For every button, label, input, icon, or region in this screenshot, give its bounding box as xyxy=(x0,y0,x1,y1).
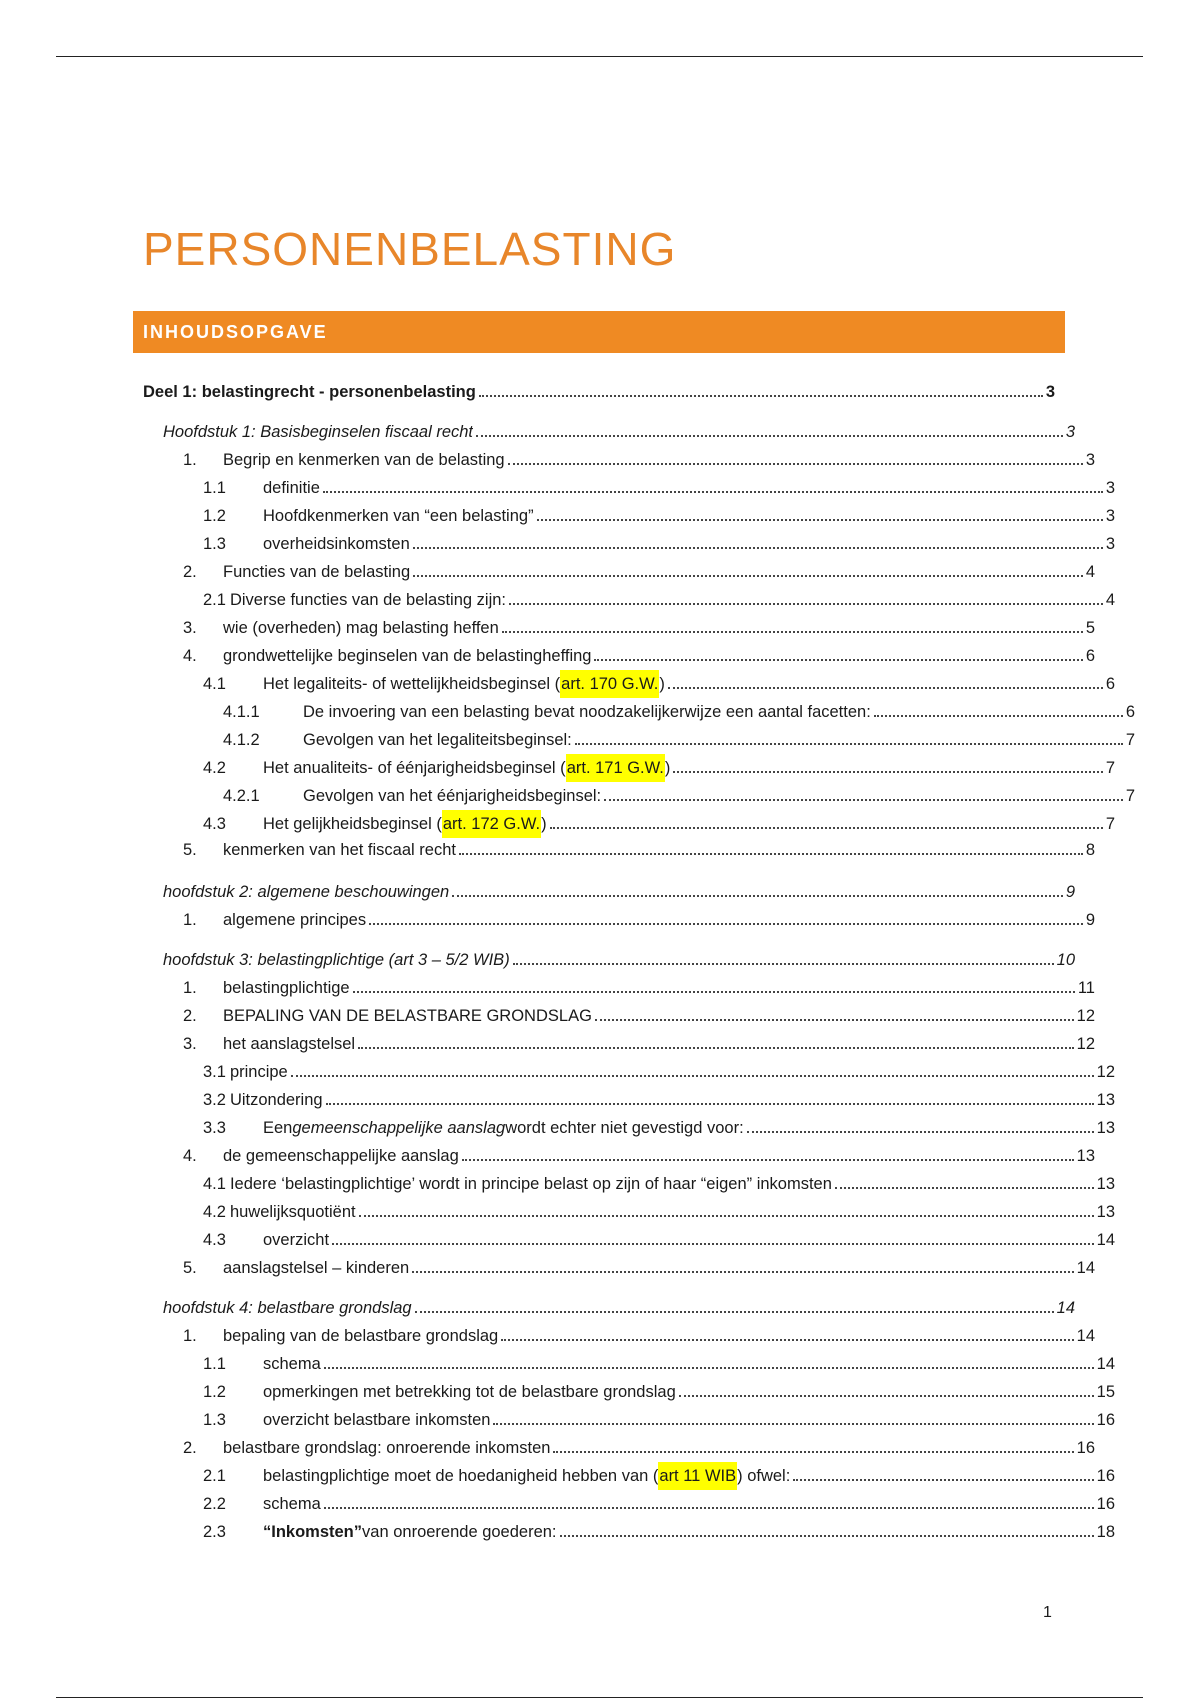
toc-number: 2.3 xyxy=(203,1523,226,1541)
toc-page: 9 xyxy=(1065,883,1075,901)
toc-label: schema xyxy=(263,1495,321,1513)
toc-entry-ch3-s4-3[interactable] xyxy=(143,1226,1115,1254)
toc-page: 14 xyxy=(1096,1355,1115,1373)
toc-label-strong: “Inkomsten” xyxy=(263,1523,363,1541)
toc-number: 4.2 xyxy=(203,759,226,777)
toc-label: belastingplichtige moet de hoedanigheid hebben van ( xyxy=(263,1467,659,1485)
toc-entry-ch4-s2[interactable] xyxy=(143,1434,1095,1462)
toc-entry-ch3[interactable] xyxy=(143,946,1075,974)
toc-number: 4.1.1 xyxy=(223,703,260,721)
toc-page: 3 xyxy=(1105,479,1115,497)
dot-leader xyxy=(537,502,1103,521)
toc-label: Deel 1: belastingrecht - personenbelasting xyxy=(143,383,476,401)
toc-entry-ch3-s4-2[interactable] xyxy=(143,1198,1115,1226)
toc-page: 12 xyxy=(1076,1035,1095,1053)
toc-entry-ch1-s4-3[interactable] xyxy=(143,810,1115,838)
toc-number: 4.2 xyxy=(203,1203,226,1221)
toc-number: 4.1 xyxy=(203,1175,226,1193)
page-number: 1 xyxy=(1043,1604,1052,1621)
toc-page: 3 xyxy=(1065,423,1075,441)
dot-leader xyxy=(793,1462,1093,1481)
toc-page: 13 xyxy=(1096,1091,1115,1109)
dot-leader xyxy=(358,1030,1074,1049)
toc-label-suffix: ) xyxy=(659,675,665,693)
toc-label: opmerkingen met betrekking tot de belastbare grondslag xyxy=(263,1383,676,1401)
toc-number: 2. xyxy=(183,563,197,581)
toc-label: Uitzondering xyxy=(229,1091,323,1109)
toc-number: 5. xyxy=(183,1259,197,1277)
toc-page: 6 xyxy=(1085,647,1095,665)
toc-page: 16 xyxy=(1076,1439,1095,1457)
toc-page: 7 xyxy=(1105,759,1115,777)
toc-number: 3. xyxy=(183,619,197,637)
dot-leader xyxy=(412,1254,1073,1273)
toc-number: 1. xyxy=(183,911,197,929)
article-reference: art. 171 G.W. xyxy=(566,754,665,782)
dot-leader xyxy=(595,1002,1074,1021)
toc-label: Hoofdstuk 1: Basisbeginselen fiscaal recht xyxy=(163,423,474,441)
toc-page: 13 xyxy=(1096,1203,1115,1221)
toc-label-suffix: van onroerende goederen: xyxy=(362,1523,557,1541)
toc-number: 1.3 xyxy=(203,535,226,553)
toc-entry-ch4-s2-1[interactable] xyxy=(143,1462,1115,1490)
dot-leader xyxy=(291,1058,1094,1077)
toc-label: Het anualiteits- of éénjarigheidsbeginsel ( xyxy=(263,759,566,777)
toc-entry-ch4-s2-2[interactable] xyxy=(143,1490,1115,1518)
dot-leader xyxy=(835,1170,1094,1189)
toc-number: 2.2 xyxy=(203,1495,226,1513)
toc-label-suffix: ) ofwel: xyxy=(737,1467,791,1485)
toc-label: kenmerken van het fiscaal recht xyxy=(223,841,456,859)
dot-leader xyxy=(679,1378,1094,1397)
dot-leader xyxy=(324,1350,1094,1369)
toc-entry-ch1-s1-3[interactable] xyxy=(143,530,1115,558)
toc-entry-ch1-s4-1-1[interactable] xyxy=(143,698,1135,726)
article-reference: art. 172 G.W. xyxy=(442,810,541,838)
dot-leader xyxy=(323,474,1103,493)
dot-leader xyxy=(513,946,1054,965)
toc-label: principe xyxy=(229,1063,288,1081)
toc-page: 9 xyxy=(1085,911,1095,929)
toc-number: 1.1 xyxy=(203,479,226,497)
toc-entry-ch3-s2[interactable] xyxy=(143,1002,1095,1030)
toc-number: 3. xyxy=(183,1035,197,1053)
toc-number: 2. xyxy=(183,1007,197,1025)
toc-label: aanslagstelsel – kinderen xyxy=(223,1259,410,1277)
toc-page: 14 xyxy=(1096,1231,1115,1249)
toc-label: Gevolgen van het éénjarigheidsbeginsel: xyxy=(303,787,602,805)
toc-label: belastingplichtige xyxy=(223,979,350,997)
toc-label: definitie xyxy=(263,479,320,497)
article-reference: art 11 WIB xyxy=(658,1462,737,1490)
article-reference: art. 170 G.W. xyxy=(560,670,659,698)
toc-label: hoofdstuk 4: belastbare grondslag xyxy=(163,1299,412,1317)
toc-label: overzicht xyxy=(263,1231,330,1249)
toc-page: 10 xyxy=(1056,951,1075,969)
dot-leader xyxy=(413,530,1103,549)
toc-entry-ch3-s4[interactable] xyxy=(143,1142,1095,1170)
toc-entry-ch1-s1-1[interactable] xyxy=(143,474,1115,502)
toc-page: 3 xyxy=(1105,535,1115,553)
dot-leader xyxy=(476,418,1063,437)
footer-rule xyxy=(56,1697,1143,1698)
toc-page: 14 xyxy=(1076,1327,1095,1345)
toc-page: 6 xyxy=(1125,703,1135,721)
toc-label-prefix: Een xyxy=(263,1119,293,1137)
toc-page: 14 xyxy=(1076,1259,1095,1277)
toc-number: 4.2.1 xyxy=(223,787,260,805)
toc-page: 11 xyxy=(1077,979,1095,997)
toc-label: BEPALING VAN DE BELASTBARE GRONDSLAG xyxy=(223,1007,592,1025)
dot-leader xyxy=(353,974,1075,993)
toc-number: 4.1 xyxy=(203,675,226,693)
toc-label-suffix: ) xyxy=(664,759,671,777)
toc-entry-ch4-s1-3[interactable] xyxy=(143,1406,1115,1434)
toc-entry-part1[interactable] xyxy=(143,378,1055,406)
toc-entry-ch1-s4-1[interactable] xyxy=(143,670,1115,698)
dot-leader xyxy=(332,1226,1094,1245)
dot-leader xyxy=(452,878,1063,897)
dot-leader xyxy=(415,1294,1054,1313)
toc-entry-ch1-s2-1[interactable] xyxy=(143,586,1115,614)
toc-label: Diverse functies van de belasting zijn: xyxy=(229,591,506,609)
toc-entry-ch2[interactable] xyxy=(143,878,1075,906)
toc-heading: INHOUDSOPGAVE xyxy=(133,311,1065,353)
toc-page: 16 xyxy=(1096,1495,1115,1513)
toc-number: 1.1 xyxy=(203,1355,226,1373)
toc-number: 4.3 xyxy=(203,1231,226,1249)
toc-page: 15 xyxy=(1096,1383,1115,1401)
toc-page: 4 xyxy=(1085,563,1095,581)
toc-entry-ch1-s1[interactable] xyxy=(143,446,1095,474)
toc-label: overheidsinkomsten xyxy=(263,535,410,553)
toc-number: 2. xyxy=(183,1439,197,1457)
toc-page: 14 xyxy=(1056,1299,1075,1317)
document-title: PERSONENBELASTING xyxy=(143,223,677,275)
toc-number: 1. xyxy=(183,451,197,469)
dot-leader xyxy=(668,670,1103,689)
toc-page: 3 xyxy=(1045,383,1055,401)
toc-label: Iedere ‘belastingplichtige’ wordt in principe belast op zijn of haar “eigen” inkomsten xyxy=(229,1175,832,1193)
dot-leader xyxy=(508,446,1083,465)
header-rule xyxy=(56,56,1143,57)
toc-entry-ch3-s3-3[interactable] xyxy=(143,1114,1115,1142)
toc-entry-ch3-s4-1[interactable] xyxy=(143,1170,1115,1198)
toc-page: 7 xyxy=(1125,787,1135,805)
toc-number: 2.1 xyxy=(203,591,226,609)
toc-number: 4.3 xyxy=(203,815,226,833)
toc-label-suffix: ) xyxy=(541,815,547,833)
dot-leader xyxy=(413,558,1083,577)
toc-label: belastbare grondslag: onroerende inkomsten xyxy=(223,1439,551,1457)
toc-entry-ch2-s1[interactable] xyxy=(143,906,1095,934)
toc-label: overzicht belastbare inkomsten xyxy=(263,1411,491,1429)
toc-label: de gemeenschappelijke aanslag xyxy=(223,1147,459,1165)
toc-page: 13 xyxy=(1096,1119,1115,1137)
toc-label: Hoofdkenmerken van “een belasting” xyxy=(263,507,534,525)
toc-label: het aanslagstelsel xyxy=(223,1035,356,1053)
toc-entry-ch1-s2[interactable] xyxy=(143,558,1095,586)
toc-number: 2.1 xyxy=(203,1467,226,1485)
toc-entry-ch3-s5[interactable] xyxy=(143,1254,1095,1282)
toc-page: 12 xyxy=(1096,1063,1115,1081)
toc-number: 1.2 xyxy=(203,1383,226,1401)
toc-page: 8 xyxy=(1085,841,1095,859)
toc-label: De invoering van een belasting bevat noodzakelijkerwijze een aantal facetten: xyxy=(303,703,871,721)
dot-leader xyxy=(493,1406,1093,1425)
toc-entry-ch1[interactable] xyxy=(143,418,1075,446)
toc-page: 7 xyxy=(1125,731,1135,749)
dot-leader xyxy=(604,782,1123,801)
toc-entry-ch3-s3-2[interactable] xyxy=(143,1086,1115,1114)
toc-entry-ch3-s3-1[interactable] xyxy=(143,1058,1115,1086)
toc-number: 1. xyxy=(183,979,197,997)
toc-number: 1.3 xyxy=(203,1411,226,1429)
dot-leader xyxy=(673,754,1102,773)
dot-leader xyxy=(459,836,1083,855)
toc-label: Begrip en kenmerken van de belasting xyxy=(223,451,505,469)
toc-entry-ch4-s1-1[interactable] xyxy=(143,1350,1115,1378)
toc-entry-ch1-s4-2-1[interactable] xyxy=(143,782,1135,810)
toc-page: 16 xyxy=(1096,1467,1115,1485)
toc-page: 13 xyxy=(1096,1175,1115,1193)
dot-leader xyxy=(359,1198,1094,1217)
toc-page: 18 xyxy=(1096,1523,1115,1541)
toc-label: grondwettelijke beginselen van de belastingheffing xyxy=(223,647,592,665)
dot-leader xyxy=(326,1086,1094,1105)
toc-page: 12 xyxy=(1076,1007,1095,1025)
dot-leader xyxy=(747,1114,1094,1133)
toc-label-suffix: wordt echter niet gevestigd voor: xyxy=(505,1119,744,1137)
toc-label: Gevolgen van het legaliteitsbeginsel: xyxy=(303,731,572,749)
dot-leader xyxy=(509,586,1103,605)
toc-entry-ch4[interactable] xyxy=(143,1294,1075,1322)
toc-page: 3 xyxy=(1105,507,1115,525)
dot-leader xyxy=(874,698,1123,717)
toc-page: 3 xyxy=(1085,451,1095,469)
toc-label: Functies van de belasting xyxy=(223,563,411,581)
toc-number: 1.2 xyxy=(203,507,226,525)
toc-page: 4 xyxy=(1105,591,1115,609)
toc-entry-ch1-s4-2[interactable] xyxy=(143,754,1115,782)
toc-label: huwelijksquotiënt xyxy=(229,1203,356,1221)
dot-leader xyxy=(594,642,1082,661)
dot-leader xyxy=(550,810,1103,829)
dot-leader xyxy=(324,1490,1094,1509)
dot-leader xyxy=(501,1322,1073,1341)
dot-leader xyxy=(479,378,1043,397)
toc-number: 3.3 xyxy=(203,1119,226,1137)
toc-page: 13 xyxy=(1076,1147,1095,1165)
toc-number: 5. xyxy=(183,841,197,859)
dot-leader xyxy=(575,726,1123,745)
toc-page: 16 xyxy=(1096,1411,1115,1429)
toc-label: Het gelijkheidsbeginsel ( xyxy=(263,815,442,833)
toc-number: 4. xyxy=(183,1147,197,1165)
toc-number: 3.1 xyxy=(203,1063,226,1081)
dot-leader xyxy=(560,1518,1094,1537)
toc-label: bepaling van de belastbare grondslag xyxy=(223,1327,499,1345)
toc-entry-ch4-s2-3[interactable] xyxy=(143,1518,1115,1546)
toc-label: wie (overheden) mag belasting heffen xyxy=(223,619,499,637)
dot-leader xyxy=(369,906,1083,925)
toc-entry-ch3-s3[interactable] xyxy=(143,1030,1095,1058)
dot-leader xyxy=(462,1142,1074,1161)
dot-leader xyxy=(553,1434,1073,1453)
toc-label: algemene principes xyxy=(223,911,367,929)
toc-label: hoofdstuk 2: algemene beschouwingen xyxy=(163,883,450,901)
toc-number: 3.2 xyxy=(203,1091,226,1109)
toc-label-emphasis: gemeenschappelijke aanslag xyxy=(292,1119,506,1137)
toc-page: 6 xyxy=(1105,675,1115,693)
toc-entry-ch1-s1-2[interactable] xyxy=(143,502,1115,530)
toc-page: 7 xyxy=(1105,815,1115,833)
toc-number: 1. xyxy=(183,1327,197,1345)
toc-number: 4.1.2 xyxy=(223,731,260,749)
toc-entry-ch1-s5[interactable] xyxy=(143,836,1095,864)
toc-entry-ch3-s1[interactable] xyxy=(143,974,1095,1002)
toc-entry-ch4-s1[interactable] xyxy=(143,1322,1095,1350)
dot-leader xyxy=(502,614,1083,633)
toc-entry-ch1-s3[interactable] xyxy=(143,614,1095,642)
toc-page: 5 xyxy=(1085,619,1095,637)
toc-entry-ch1-s4[interactable] xyxy=(143,642,1095,670)
toc-entry-ch1-s4-1-2[interactable] xyxy=(143,726,1135,754)
toc-entry-ch4-s1-2[interactable] xyxy=(143,1378,1115,1406)
toc-number: 4. xyxy=(183,647,197,665)
toc-label: hoofdstuk 3: belastingplichtige (art 3 – 5/2 WIB) xyxy=(163,951,510,969)
toc-label: Het legaliteits- of wettelijkheidsbeginsel ( xyxy=(263,675,561,693)
toc-label: schema xyxy=(263,1355,321,1373)
